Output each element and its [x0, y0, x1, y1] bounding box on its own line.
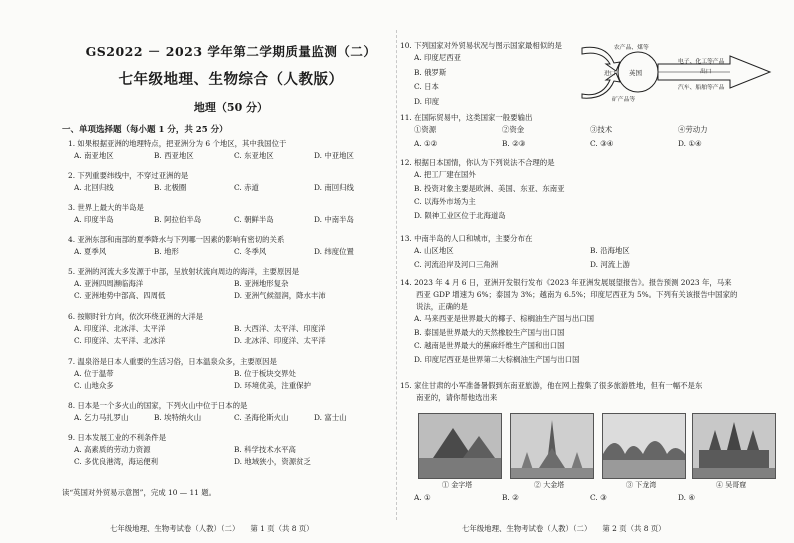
- option-row: [70, 323, 392, 334]
- answer-option[interactable]: ①资源: [414, 125, 437, 134]
- photo-angkor-wat: [692, 413, 776, 479]
- answer-option[interactable]: C. 山地众多: [74, 380, 114, 390]
- answer-option[interactable]: C. 日本: [414, 82, 439, 91]
- photo-caption-4: ④ 吴哥窟: [716, 481, 747, 489]
- export-vehicles-label: 汽车、船舶等产品: [678, 85, 725, 91]
- answer-option[interactable]: C. 以海外市场为主: [414, 197, 476, 206]
- answer-option[interactable]: A. 印度半岛: [74, 215, 114, 224]
- answer-option[interactable]: D. 富士山: [314, 413, 347, 422]
- answer-option[interactable]: C. 冬季风: [234, 247, 267, 256]
- option-row: [70, 278, 392, 289]
- answer-option[interactable]: A. 山区地区: [414, 246, 454, 255]
- import-agri-label: 农产品、煤等: [614, 45, 649, 51]
- answer-option[interactable]: B. 阿拉伯半岛: [154, 215, 202, 224]
- answer-option[interactable]: A. ①: [414, 493, 431, 502]
- answer-option[interactable]: B. 科学技术水平高: [234, 445, 296, 454]
- answer-option[interactable]: D. 北冰洋、印度洋、太平洋: [234, 335, 326, 345]
- option-row: [70, 456, 392, 467]
- photo-caption-2: ② 大金塔: [534, 481, 565, 489]
- answer-option[interactable]: B. 俄罗斯: [414, 67, 447, 77]
- question-stem: 13. 中南半岛的人口和城市，主要分布在: [400, 234, 533, 243]
- answer-option[interactable]: D. 地域狭小，资源贫乏: [234, 456, 311, 466]
- answer-option[interactable]: B. 地形: [154, 247, 179, 256]
- answer-option[interactable]: A. 高素质的劳动力资源: [74, 445, 151, 454]
- exam-subject-title: 七年级地理、生物综合（人教版）: [118, 71, 344, 88]
- answer-option[interactable]: ④劳动力: [678, 125, 708, 134]
- exam-section-title: 地理（50 分）: [193, 101, 269, 114]
- question-stem: 11. 在国际贸易中，这类国家一般要输出: [400, 113, 533, 122]
- answer-option[interactable]: C. 越南是世界最大的蕉麻纤维生产国和出口国: [414, 341, 565, 350]
- answer-option[interactable]: D. 环境优美，注重保护: [234, 380, 311, 390]
- answer-option[interactable]: D. 中亚地区: [314, 151, 354, 160]
- option-row: [400, 96, 772, 107]
- option-row: [70, 380, 392, 391]
- option-row: [400, 196, 772, 207]
- answer-option[interactable]: C. 亚洲地势中部高、四周低: [74, 290, 166, 300]
- export-label: 出口: [700, 69, 712, 75]
- question-stem: 西亚 GDP 增速为 6%；泰国为 3%；越南为 6.5%；印度尼西亚为 5%。下列有关该报告中国家的: [416, 290, 738, 299]
- question-stem: 12. 根据日本国情，你认为下列说法不合理的是: [400, 158, 555, 167]
- answer-option[interactable]: B. 亚洲地形复杂: [234, 279, 289, 288]
- answer-option[interactable]: B. 埃特纳火山: [154, 413, 202, 422]
- option-row: [70, 150, 392, 161]
- answer-option[interactable]: D. 纬度位置: [314, 247, 354, 256]
- option-row: [70, 214, 392, 225]
- page-footer-left: 七年级地理、生物考试卷（人教）（二） 第 1 页（共 8 页）: [110, 524, 314, 533]
- answer-option[interactable]: ②资金: [502, 125, 525, 134]
- option-row: [400, 52, 772, 63]
- option-row: [400, 492, 772, 503]
- option-row: [70, 444, 392, 455]
- option-row: [70, 290, 392, 301]
- option-row: [400, 340, 772, 351]
- option-row: [400, 124, 772, 135]
- answer-option[interactable]: C. 赤道: [234, 183, 259, 192]
- answer-option[interactable]: C. 圣海伦斯火山: [234, 413, 289, 422]
- option-row: [400, 169, 772, 180]
- option-row: [70, 182, 392, 193]
- question-stem: 15. 家住甘肃的小军准备暑假到东南亚旅游，他在网上搜集了很多旅游胜地，但有一幅不是东: [400, 381, 703, 390]
- answer-option[interactable]: C. 印度洋、太平洋、北冰洋: [74, 335, 166, 345]
- photo-golden-pagoda: [510, 413, 594, 479]
- answer-option[interactable]: C. 朝鲜半岛: [234, 215, 274, 224]
- answer-option[interactable]: D. ①④: [678, 139, 702, 148]
- option-row: [400, 210, 772, 221]
- option-row: [70, 368, 392, 379]
- option-row: [400, 313, 772, 324]
- question-stem: 7. 温泉浴是日本人重要的生活习俗，日本温泉众多，主要原因是: [68, 357, 277, 366]
- answer-option[interactable]: A. 乞力马扎罗山: [74, 413, 129, 422]
- question-stem: 9. 日本发展工业的不利条件是: [68, 433, 167, 442]
- answer-option[interactable]: D. ④: [678, 493, 695, 502]
- answer-option[interactable]: C. ③④: [590, 139, 614, 148]
- question-stem: 南亚的，请你帮他选出来: [416, 393, 498, 402]
- photo-caption-3: ③ 下龙湾: [626, 481, 657, 489]
- photo-ha-long-bay: [602, 413, 686, 479]
- photo-pyramid: [418, 413, 502, 479]
- answer-option[interactable]: B. 大西洋、太平洋、印度洋: [234, 324, 326, 333]
- answer-option[interactable]: D. 亚洲气候湿润，降水丰沛: [234, 290, 326, 300]
- answer-option[interactable]: C. ③: [590, 493, 607, 502]
- option-row: [400, 327, 772, 338]
- question-stem: 4. 亚洲东部和南部的夏季降水与下列哪一因素的影响有密切的关系: [68, 235, 285, 244]
- question-stem: 1. 如果根据亚洲的地理特点，把亚洲分为 6 个地区，其中我国位于: [68, 139, 287, 148]
- answer-option[interactable]: A. 北回归线: [74, 183, 114, 192]
- answer-option[interactable]: B. 位于板块交界处: [234, 369, 296, 378]
- answer-option[interactable]: A. 位于温带: [74, 369, 114, 378]
- answer-option[interactable]: D. 印度尼西亚是世界第二大棕榈油生产国与出口国: [414, 354, 580, 364]
- answer-option[interactable]: B. ②: [502, 493, 519, 502]
- answer-option[interactable]: D. 南回归线: [314, 183, 354, 192]
- answer-option[interactable]: A. 马来西亚是世界最大的椰子、棕榈油生产国与出口国: [414, 314, 595, 323]
- import-minerals-label: 矿产品等: [612, 97, 636, 103]
- page-footer-right: 七年级地理、生物考试卷（人教）（二） 第 2 页（共 8 页）: [462, 524, 666, 533]
- exam-title: GS2022 － 2023 学年第二学期质量监测（二）: [85, 44, 377, 59]
- answer-option[interactable]: ③技术: [590, 125, 613, 134]
- answer-option[interactable]: B. ②③: [502, 139, 526, 148]
- option-row: [400, 81, 772, 92]
- answer-option[interactable]: A. 亚洲四周濒临海洋: [74, 279, 144, 288]
- question-stem: 10. 下列国家对外贸易状况与图示国家最相似的是: [400, 41, 562, 50]
- question-stem: 14. 2023 年 4 月 6 日，亚洲开发银行发布《2023 年亚洲发展展望报告》。报告预测 2023 年，马来: [400, 278, 732, 287]
- import-label: 进口: [604, 71, 616, 77]
- option-row: [70, 412, 392, 423]
- answer-option[interactable]: A. ①②: [414, 139, 438, 148]
- question-stem: 说法，正确的是: [416, 302, 468, 311]
- answer-option[interactable]: A. 夏季风: [74, 247, 107, 256]
- photo-caption-1: ① 金字塔: [442, 481, 473, 489]
- option-row: [70, 246, 392, 257]
- answer-option[interactable]: B. 沿海地区: [590, 246, 630, 255]
- answer-option[interactable]: B. 投资对象主要是欧洲、美国、东亚、东南亚: [414, 183, 565, 193]
- answer-option[interactable]: D. 中南半岛: [314, 215, 354, 224]
- answer-option[interactable]: D. 河流上游: [590, 259, 630, 269]
- answer-option[interactable]: A. 印度尼西亚: [414, 53, 461, 62]
- answer-option[interactable]: B. 西亚地区: [154, 151, 194, 160]
- question-stem: 5. 亚洲的河流大多发源于中部，呈放射状流向周边的海洋，主要原因是: [68, 267, 300, 276]
- section-heading: 一、单项选择题（每小题 1 分，共 25 分）: [62, 125, 228, 135]
- question-stem: 3. 世界上最大的半岛是: [68, 203, 144, 212]
- page-divider: [396, 30, 397, 520]
- answer-option[interactable]: D. 印度: [414, 96, 440, 106]
- option-row: [400, 259, 772, 270]
- answer-option[interactable]: C. 河流沿岸及河口三角洲: [414, 259, 498, 269]
- question-stem: 6. 按顺时针方向，依次环绕亚洲的大洋是: [68, 312, 204, 321]
- answer-option[interactable]: B. 泰国是世界最大的天然橡胶生产国与出口国: [414, 327, 565, 337]
- answer-option[interactable]: A. 印度洋、北冰洋、太平洋: [74, 324, 166, 333]
- question-stem: 8. 日本是一个多火山的国家，下列火山中位于日本的是: [68, 401, 248, 410]
- export-electronics-label: 电子、化工等产品: [678, 59, 725, 65]
- answer-option[interactable]: B. 北极圈: [154, 183, 187, 192]
- answer-option[interactable]: A. 南亚地区: [74, 151, 114, 160]
- question-stem: 2. 下列重要纬线中，不穿过亚洲的是: [68, 171, 189, 180]
- option-row: [400, 354, 772, 365]
- option-row: [400, 67, 772, 78]
- answer-option[interactable]: C. 东亚地区: [234, 151, 274, 160]
- option-row: [400, 138, 772, 149]
- uk-label: 英国: [629, 69, 642, 77]
- answer-option[interactable]: D. 陨神工业区位于北海道岛: [414, 210, 506, 220]
- answer-option[interactable]: C. 多优良港湾，海运便利: [74, 456, 158, 466]
- option-row: [400, 245, 772, 256]
- option-row: [70, 335, 392, 346]
- option-row: [400, 183, 772, 194]
- reading-note: 读“英国对外贸易示意图”，完成 10 — 11 题。: [62, 488, 217, 497]
- answer-option[interactable]: A. 把工厂建在国外: [414, 170, 476, 179]
